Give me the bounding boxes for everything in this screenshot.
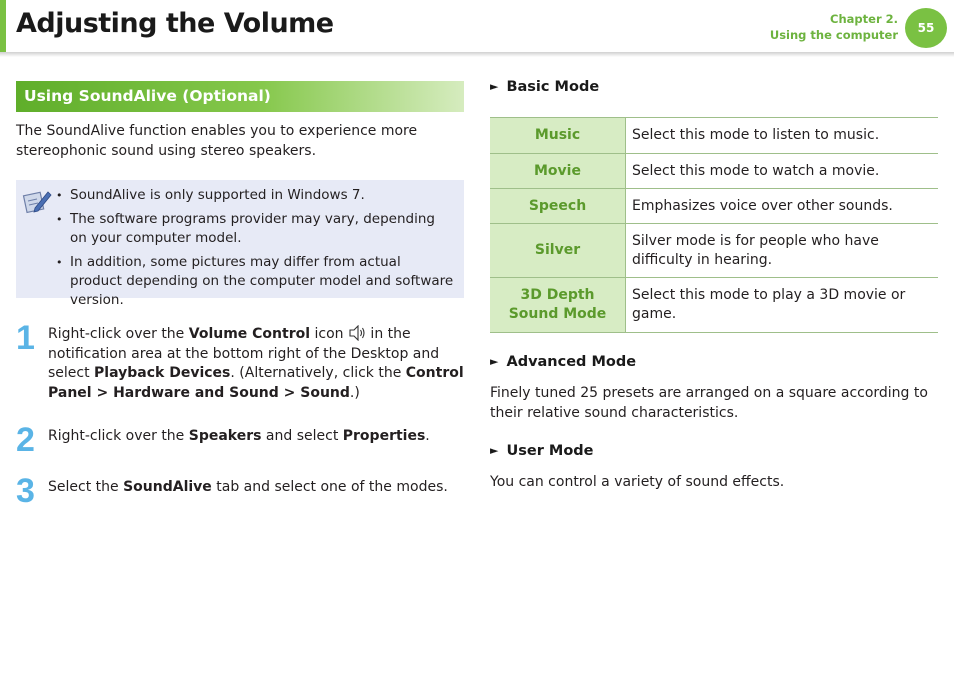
- basic-mode-table: [490, 117, 938, 333]
- note-list: [54, 186, 454, 315]
- table-row: [490, 224, 938, 278]
- step-number: 1: [16, 319, 35, 357]
- table-row: [490, 118, 938, 154]
- note-item: • SoundAlive is only supported in Windows 7.: [54, 186, 454, 205]
- section-heading: Using SoundAlive (Optional): [16, 81, 464, 112]
- mode-description: Select this mode to watch a movie.: [626, 154, 939, 189]
- section-intro: The SoundAlive function enables you to experience more stereophonic sound using stereo speakers.: [16, 123, 418, 159]
- chapter-subtitle: Using the computer: [769, 28, 898, 42]
- mode-name: Music: [490, 118, 626, 154]
- step-text: Right-click over the Speakers and select Properties.: [48, 428, 430, 444]
- user-mode-text: You can control a variety of sound effects.: [490, 474, 785, 490]
- arrow-right-icon: ►: [490, 355, 499, 368]
- arrow-right-icon: ►: [490, 80, 499, 93]
- table-row: [490, 154, 938, 189]
- basic-mode-heading: ► Basic Mode: [490, 79, 600, 95]
- mode-description: Select this mode to play a 3D movie or game.: [626, 278, 939, 333]
- header-accent-bar: [0, 0, 6, 52]
- mode-name: 3D Depth Sound Mode: [490, 278, 626, 333]
- step-text: Right-click over the Volume Control icon in the notification area at the bottom right of the Desktop and select Playback Devices. (Alternatively, click the Control Panel > Hardware and Sound > Sound.): [48, 326, 464, 401]
- chapter-label: [770, 11, 898, 43]
- step-text: Select the SoundAlive tab and select one of the modes.: [48, 479, 448, 495]
- mode-description: Silver mode is for people who have difficulty in hearing.: [626, 224, 939, 278]
- table-row: [490, 278, 938, 333]
- page-title: Adjusting the Volume: [16, 8, 334, 39]
- mode-name: Movie: [490, 154, 626, 189]
- advanced-mode-heading: ► Advanced Mode: [490, 354, 637, 370]
- note-item: • The software programs provider may vary, depending on your computer model.: [54, 210, 454, 248]
- advanced-mode-text: Finely tuned 25 presets are arranged on a square according to their relative sound characteristics.: [490, 385, 928, 421]
- mode-description: Emphasizes voice over other sounds.: [626, 189, 939, 224]
- note-box: [16, 180, 464, 308]
- arrow-right-icon: ►: [490, 444, 499, 457]
- step-number: 3: [16, 472, 35, 510]
- user-mode-heading: ► User Mode: [490, 443, 594, 459]
- page-number-badge: 55: [905, 8, 947, 48]
- speaker-icon: [348, 325, 366, 341]
- header-divider: [0, 52, 954, 57]
- mode-name: Silver: [490, 224, 626, 278]
- table-row: [490, 189, 938, 224]
- pencil-note-icon: [22, 188, 52, 214]
- mode-description: Select this mode to listen to music.: [626, 118, 939, 154]
- mode-name: Speech: [490, 189, 626, 224]
- note-item: • In addition, some pictures may differ from actual product depending on the computer model and software version.: [54, 253, 454, 310]
- chapter-number: Chapter 2.: [830, 12, 898, 26]
- step-number: 2: [16, 421, 35, 459]
